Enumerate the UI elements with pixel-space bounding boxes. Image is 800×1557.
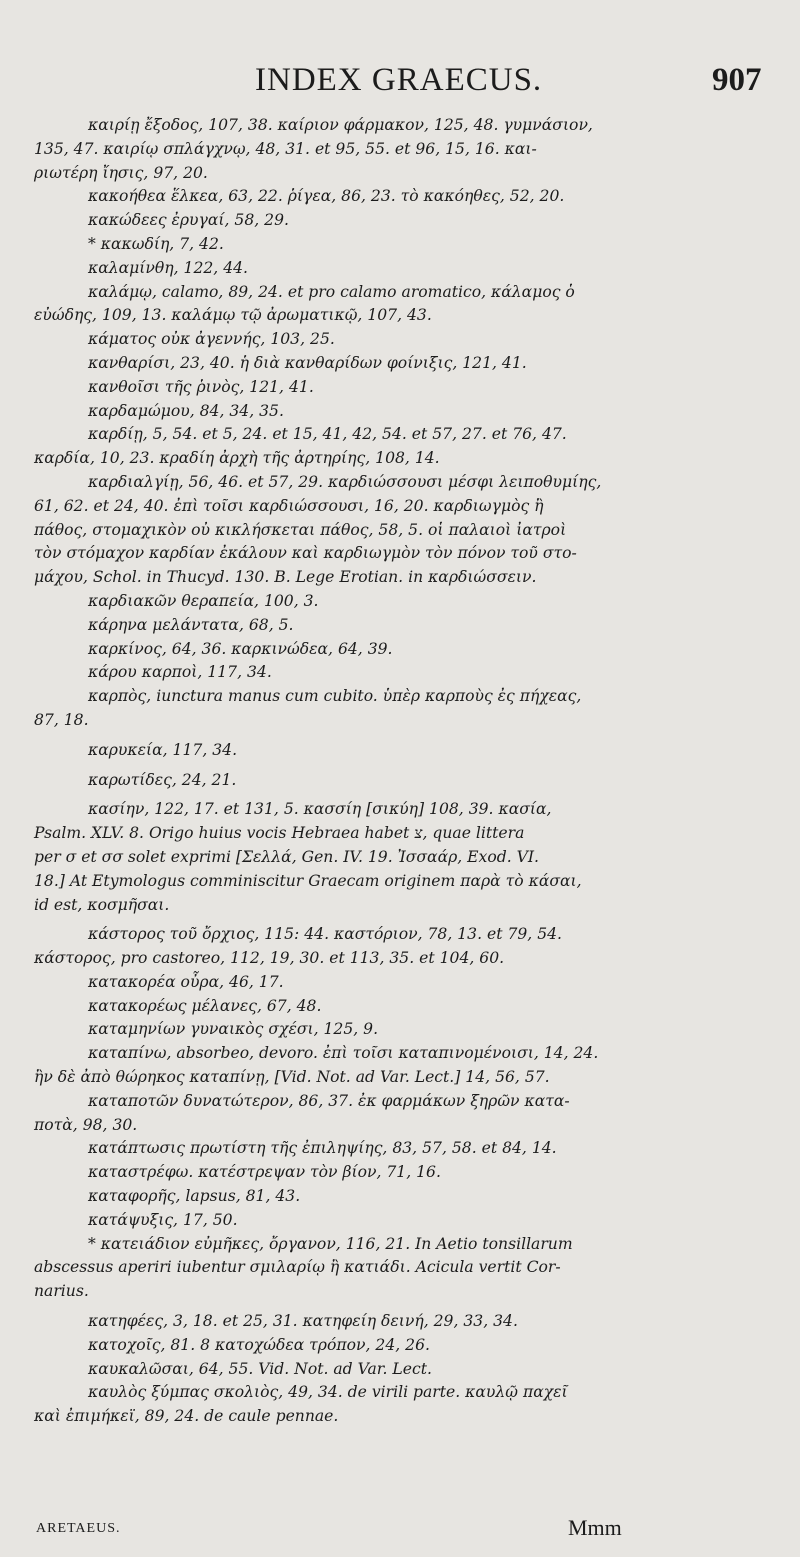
- index-entries: [0, 114, 800, 1429]
- index-line: κατάπτωσις πρωτίστη τῆς ἐπιληψίης, 83, 57, 58. et 84, 14.: [88, 1139, 557, 1158]
- index-line: καρυκεία, 117, 34.: [88, 740, 238, 759]
- index-line: κάματος οὐκ ἀγεννής, 103, 25.: [88, 330, 335, 349]
- index-line: 87, 18.: [34, 710, 89, 729]
- index-line: καρδία, 10, 23. κραδίη ἀρχὴ τῆς ἀρτηρίης, 108, 14.: [34, 449, 440, 468]
- index-line: ποτὰ, 98, 30.: [34, 1115, 138, 1134]
- index-line: κασίην, 122, 17. et 131, 5. κασσίη [σικύη] 108, 39. κασία,: [88, 800, 552, 819]
- index-line: πάθος, στομαχικὸν οὐ κικλήσκεται πάθος, 58, 5. οἱ παλαιοὶ ἰατροὶ: [34, 520, 567, 539]
- index-line: τὸν στόμαχον καρδίαν ἐκάλουν καὶ καρδιωγμὸν τὸν πόνον τοῦ στο-: [34, 544, 577, 563]
- index-line: κάστορος τοῦ ὄρχιος, 115: 44. καστόριον, 78, 13. et 79, 54.: [88, 925, 562, 944]
- index-line: καρωτίδες, 24, 21.: [88, 770, 237, 789]
- index-line: μάχου, Schol. in Thucyd. 130. B. Lege Erotian. in καρδιώσσειν.: [34, 568, 537, 587]
- index-line: κατακορέως μέλανες, 67, 48.: [88, 996, 322, 1015]
- index-line: * κακωδίη, 7, 42.: [88, 234, 224, 253]
- index-line: εὐώδης, 109, 13. καλάμῳ τῷ ἀρωματικῷ, 107, 43.: [34, 306, 432, 325]
- index-line: κατηφέες, 3, 18. et 25, 31. κατηφείη δεινή, 29, 33, 34.: [88, 1312, 518, 1331]
- index-line: καταστρέφω. κατέστρεψαν τὸν βίον, 71, 16.: [88, 1163, 441, 1182]
- index-line: καρδιακῶν θεραπεία, 100, 3.: [88, 591, 319, 610]
- index-line: καρδιαλγίῃ, 56, 46. et 57, 29. καρδιώσσουσι μέσφι λειποθυμίης,: [88, 472, 602, 491]
- page-footer: [0, 1515, 800, 1545]
- index-line: καρπὸς, iunctura manus cum cubito. ὑπὲρ καρποὺς ἐς πήχεας,: [88, 687, 582, 706]
- index-line: καταμηνίων γυναικὸς σχέσι, 125, 9.: [88, 1020, 379, 1039]
- index-line: 135, 47. καιρίῳ σπλάγχνῳ, 48, 31. et 95, 55. et 96, 15, 16. και-: [34, 139, 537, 158]
- index-line: κάστορος, pro castoreo, 112, 19, 30. et 113, 35. et 104, 60.: [34, 949, 505, 968]
- index-line: κάρηνα μελάντατα, 68, 5.: [88, 615, 294, 634]
- index-line: per σ et σσ solet exprimi [Σελλά, Gen. IV. 19. Ἰσσαάρ, Exod. VI.: [34, 847, 540, 866]
- index-line: καὶ ἐπιμήκεϊ, 89, 24. de caule pennae.: [34, 1407, 339, 1426]
- index-line: κάρου καρποὶ, 117, 34.: [88, 663, 272, 682]
- index-line: ριωτέρη ἴησις, 97, 20.: [34, 163, 208, 182]
- index-line: 18.] At Etymologus comminiscitur Graecam originem παρὰ τὸ κάσαι,: [34, 871, 582, 890]
- index-line: 61, 62. et 24, 40. ἐπὶ τοῖσι καρδιώσσουσι, 16, 20. καρδιωγμὸς ἢ: [34, 496, 544, 515]
- index-line: καρκίνος, 64, 36. καρκινώδεα, 64, 39.: [88, 639, 393, 658]
- index-line: καλαμίνθη, 122, 44.: [88, 258, 249, 277]
- index-line: abscessus aperiri iubentur σμιλαρίῳ ἢ κατιάδι. Acicula vertit Cor-: [34, 1258, 561, 1277]
- index-line: καταφορῆς, lapsus, 81, 43.: [88, 1187, 301, 1206]
- index-line: id est, κοσμῆσαι.: [34, 895, 170, 914]
- signature-mark: ARETAEUS.: [36, 1521, 121, 1536]
- index-line: κανθοῖσι τῆς ῥινὸς, 121, 41.: [88, 377, 314, 396]
- index-line: καταποτῶν δυνατώτερον, 86, 37. ἐκ φαρμάκων ξηρῶν κατα-: [88, 1091, 570, 1110]
- sheet-mark: Mmm: [568, 1515, 622, 1540]
- index-line: narius.: [34, 1282, 89, 1301]
- index-line: καταπίνω, absorbeo, devoro. ἐπὶ τοῖσι καταπινομένοισι, 14, 24.: [88, 1044, 599, 1063]
- index-line: καιρίῃ ἔξοδος, 107, 38. καίριον φάρμακον, 125, 48. γυμνάσιον,: [88, 116, 593, 134]
- index-line: καυλὸς ξύμπας σκολιὸς, 49, 34. de virili parte. καυλῷ παχεῖ: [88, 1383, 568, 1402]
- page-header: [0, 62, 800, 106]
- index-line: καλάμῳ, calamo, 89, 24. et pro calamo aromatico, κάλαμος ὁ: [88, 282, 575, 301]
- index-line: κατάψυξις, 17, 50.: [88, 1210, 238, 1229]
- index-line: * κατειάδιον εὐμῆκες, ὄργανον, 116, 21. In Aetio tonsillarum: [88, 1234, 573, 1253]
- index-line: κακοήθεα ἕλκεα, 63, 22. ῥίγεα, 86, 23. τὸ κακόηθες, 52, 20.: [88, 187, 565, 206]
- page-number: 907: [712, 62, 762, 98]
- index-line: κανθαρίσι, 23, 40. ἡ διὰ κανθαρίδων φοίνιξις, 121, 41.: [88, 353, 527, 372]
- index-line: κατακορέα οὖρα, 46, 17.: [88, 972, 284, 991]
- index-line: κακώδεες ἐρυγαί, 58, 29.: [88, 211, 289, 230]
- index-line: κατοχοῖς, 81. 8 κατοχώδεα τρόπον, 24, 26.: [88, 1335, 430, 1354]
- index-line: καρδίῃ, 5, 54. et 5, 24. et 15, 41, 42, 54. et 57, 27. et 76, 47.: [88, 425, 567, 444]
- index-line: Psalm. XLV. 8. Origo huius vocis Hebraea habet צ, quae littera: [34, 824, 525, 843]
- index-line: καυκαλῶσαι, 64, 55. Vid. Not. ad Var. Lect.: [88, 1359, 432, 1378]
- index-line: ἢν δὲ ἀπὸ θώρηκος καταπίνῃ, [Vid. Not. ad Var. Lect.] 14, 56, 57.: [34, 1068, 550, 1087]
- running-title: INDEX GRAECUS.: [255, 62, 543, 98]
- index-line: καρδαμώμου, 84, 34, 35.: [88, 401, 284, 420]
